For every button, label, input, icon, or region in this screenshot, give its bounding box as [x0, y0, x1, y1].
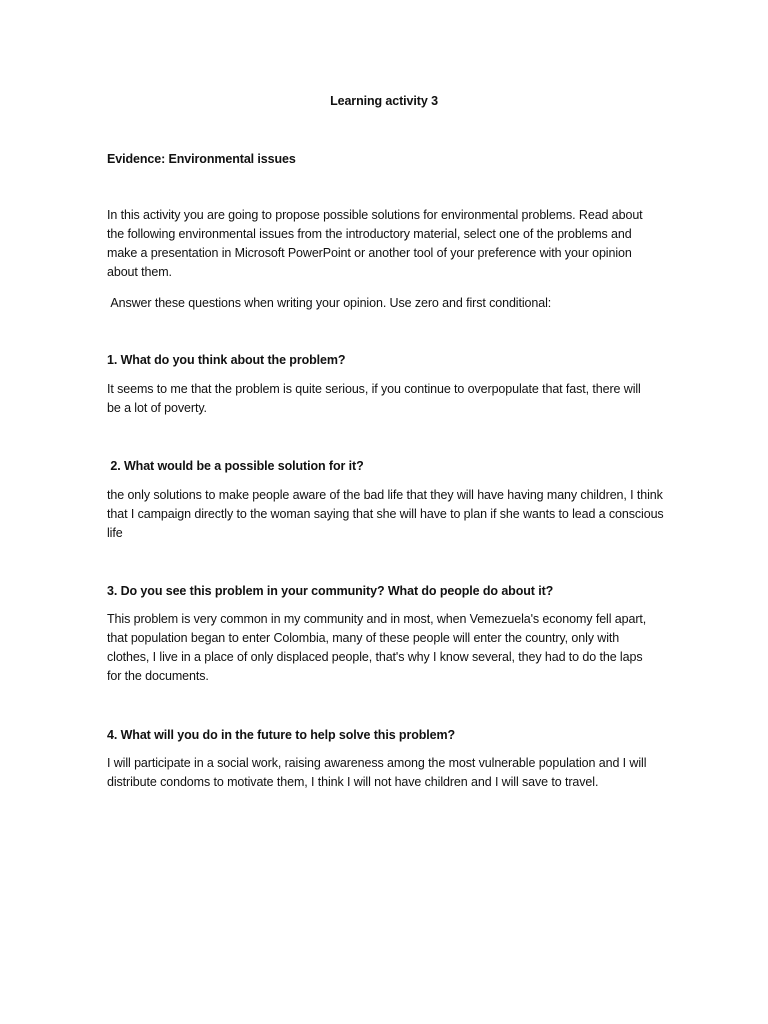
- question-4: 4. What will you do in the future to help solve this problem?: [107, 728, 456, 742]
- intro-paragraph: In this activity you are going to propose possible solutions for environmental problems. Read about the following environmental issues from the introductory material, select one of the problems and make a presentation in Microsoft PowerPoint or another tool of your preference with your opinion about them.: [107, 208, 643, 279]
- question-3: 3. Do you see this problem in your community? What do people do about it?: [107, 584, 554, 598]
- question-2: 2. What would be a possible solution for it?: [107, 459, 364, 473]
- question-1: 1. What do you think about the problem?: [107, 353, 346, 367]
- document-title: Learning activity 3: [330, 94, 438, 108]
- evidence-heading: Evidence: Environmental issues: [107, 152, 296, 166]
- instructions-paragraph: Answer these questions when writing your opinion. Use zero and first conditional:: [107, 296, 552, 310]
- answer-1: It seems to me that the problem is quite serious, if you continue to overpopulate that fast, there will be a lot of poverty.: [107, 382, 641, 415]
- answer-2: the only solutions to make people aware of the bad life that they will have having many children, I think that I campaign directly to the woman saying that she will have to plan if she wants to lead a conscious life: [107, 488, 664, 540]
- answer-3: This problem is very common in my community and in most, when Vemezuela's economy fell apart, that population began to enter Colombia, many of these people will enter the country, only with clothes, I live in a place of only displaced people, that's why I know several, they had to do the laps for the documents.: [107, 612, 647, 683]
- answer-4: I will participate in a social work, raising awareness among the most vulnerable population and I will distribute condoms to motivate them, I think I will not have children and I will save to travel.: [107, 756, 647, 789]
